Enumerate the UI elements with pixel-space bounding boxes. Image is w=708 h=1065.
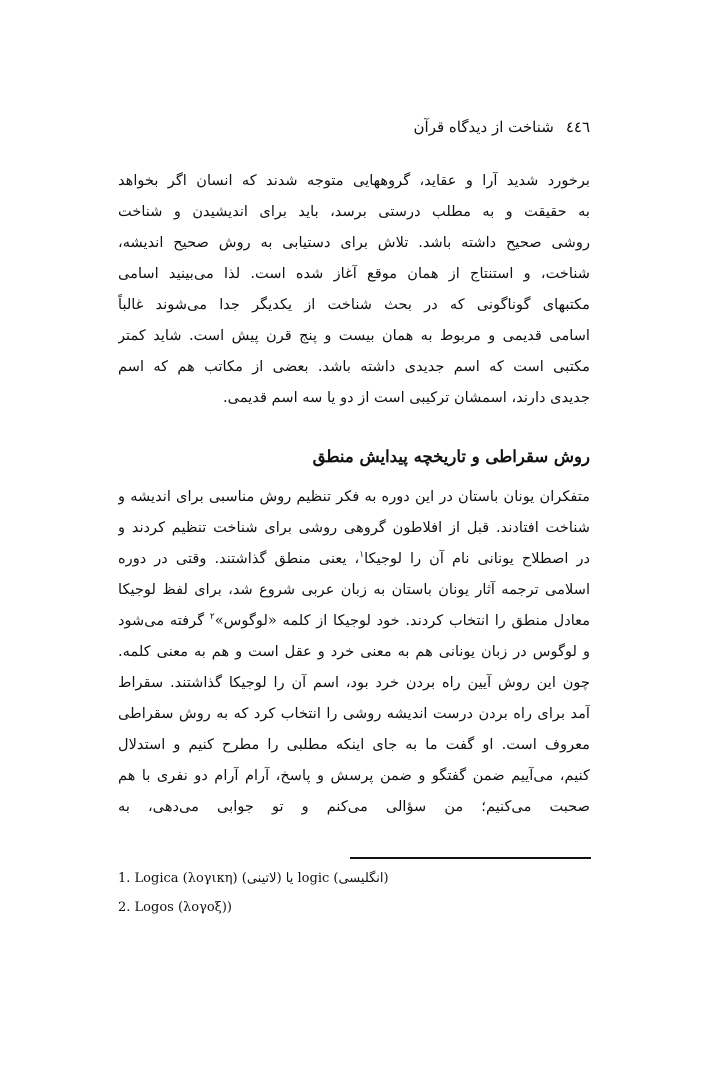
paragraph-2: [118, 481, 590, 822]
text-line: و لوگوس در زبان یونانی هم به معنی خرد و عقل است و هم به معنی کلمه.: [118, 643, 590, 660]
text-line: [118, 543, 590, 574]
text-line: مکتبی است که اسم جدیدی داشته باشد. بعضی از مکاتب هم که اسم: [118, 358, 590, 375]
footnote-divider: [350, 857, 591, 859]
line-text: ، یعنی منطق گذاشتند. وقتی در دوره: [118, 550, 360, 567]
text-line: کنیم، می‌آییم ضمن گفتگو و ضمن پرسش و پاسخ، آرام آرام دو نفری با هم: [118, 767, 590, 784]
line-text: در اصطلاح یونانی نام آن را لوجیکا: [364, 550, 590, 567]
running-header: [414, 118, 590, 136]
footnote-2: 2. Logos (λογοξ)): [118, 900, 232, 915]
text-line: آمد برای راه بردن درست اندیشه روشی را انتخاب کرد که به روش سقراطی: [118, 705, 590, 722]
text-line: صحبت می‌کنیم؛ من سؤالی می‌کنم و تو جوابی می‌دهی، به: [118, 798, 590, 815]
text-line: اسلامی ترجمه آثار یونان باستان به زبان عربی شروع شد، برای لفظ لوجیکا: [118, 581, 590, 598]
text-line: به حقیقت و به مطلب درستی برسد، باید برای اندیشیدن و شناخت: [118, 203, 590, 220]
text-line: شناخت افتادند. قبل از افلاطون گروهی روشی برای شناخت تنظیم کردند و: [118, 519, 590, 536]
section-heading: روش سقراطی و تاریخچه پیدایش منطق: [312, 447, 590, 466]
footnote-1: 1. Logica (λογικη) (لاتینی) یا logic (انگلیسی): [118, 871, 389, 886]
text-line: متفکران یونان باستان در این دوره به فکر تنظیم روش مناسبی برای اندیشه و: [118, 488, 590, 505]
footnote-ref-1[interactable]: ۱: [359, 550, 365, 561]
line-text: معادل منطق را انتخاب کردند. خود لوجیکا از کلمه «لوگوس»: [214, 612, 590, 629]
text-line: معروف است. او گفت ما به جای اینکه مطلبی را مطرح کنیم و استدلال: [118, 736, 590, 753]
text-line: روشی صحیح داشته باشد. تلاش برای دستیابی به روش صحیح اندیشه،: [118, 234, 590, 251]
text-line: چون این روش آیین راه بردن خرد بود، اسم آن را لوجیکا گذاشتند. سقراط: [118, 674, 590, 691]
text-line: شناخت، و استنتاج از همان موقع آغاز شده است. لذا می‌بینید اسامی: [118, 265, 590, 282]
footnote-ref-2[interactable]: ۲: [209, 612, 215, 623]
paragraph-1: [118, 165, 590, 413]
page-number: ٤٤٦: [565, 118, 590, 136]
text-line: مکتبهای گوناگونی که در بحث شناخت از یکدیگر جدا می‌شوند غالباً: [118, 296, 590, 313]
running-title: شناخت از دیدگاه قرآن: [413, 118, 554, 136]
text-line: اسامی قدیمی و مربوط به همان بیست و پنج قرن پیش است. شاید کمتر: [118, 327, 590, 344]
text-line: برخورد شدید آرا و عقاید، گروههایی متوجه شدند که انسان اگر بخواهد: [118, 172, 590, 189]
text-line: جدیدی دارند، اسمشان ترکیبی است از دو یا سه اسم قدیمی.: [223, 389, 590, 406]
text-line: [118, 605, 590, 636]
line-text: گرفته می‌شود: [118, 612, 210, 629]
